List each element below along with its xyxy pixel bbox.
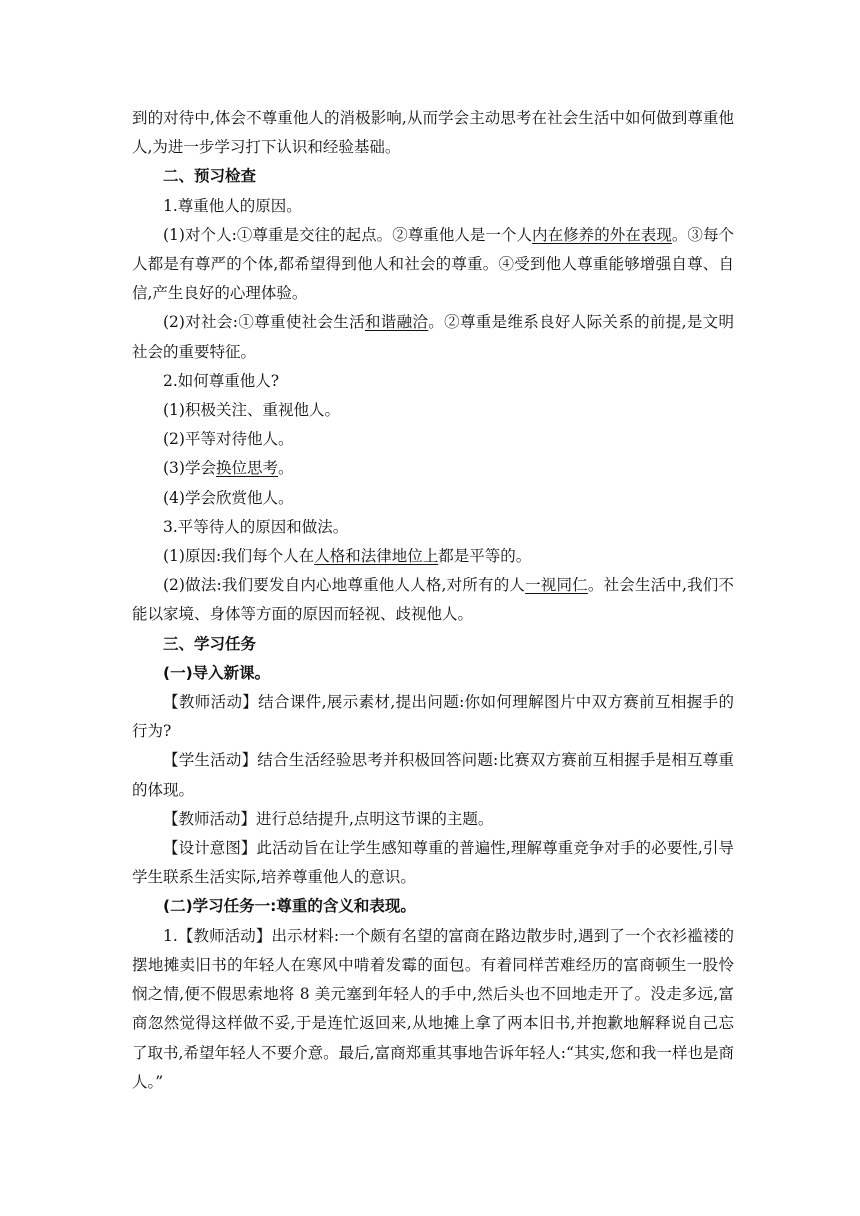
question-3-heading: 3.平等待人的原因和做法。 (163, 517, 349, 536)
material-paragraph: 1.【教师活动】出示材料:一个颇有名望的富商在路边散步时,遇到了一个衣衫褴褛的摆地摊卖旧书的年轻人在寒风中啃着发霉的面包。有着同样苦难经历的富商顿生一股怜悯之情,便不假思索地将 8 美元塞到年轻人的手中,然后头也不回地走开了。没走多远,富商忽然觉得这样做不妥,于是连忙返回来,从地摊上拿了两本旧书,并抱歉地解释说自己忘了取书,希望年轻人不要介意。最后,富商郑重其事地告诉年轻人:“其实,您和我一样也是商人。” (132, 926, 734, 1091)
question-1-heading: 1.尊重他人的原因。 (163, 196, 302, 215)
subsection-heading-intro: (一)导入新课。 (163, 663, 271, 682)
text-segment: (1)对个人:①尊重是交往的起点。②尊重他人是一个人 (163, 225, 533, 244)
text-segment: (2)做法:我们要发自内心地尊重他人人格,对所有的人 (163, 576, 526, 595)
question-2-point-2: (2)平等对待他人。 (163, 430, 294, 449)
text-segment: (2)对社会:①尊重使社会生活 (163, 313, 365, 332)
design-intent-paragraph: 【设计意图】此活动旨在让学生感知尊重的普遍性,理解尊重竞争对手的必要性,引导学生联系生活实际,培养尊重他人的意识。 (132, 839, 734, 887)
teacher-summary-paragraph: 【教师活动】进行总结提升,点明这节课的主题。 (163, 809, 494, 828)
question-1-point-2 (132, 308, 734, 366)
underlined-answer: 一视同仁 (525, 576, 588, 595)
section-heading-preview-check: 二、预习检查 (163, 167, 257, 186)
text-segment: 。 (277, 459, 294, 478)
text-segment: 都是平等的。 (438, 547, 532, 566)
underlined-answer: 换位思考 (215, 459, 278, 478)
teacher-activity-paragraph: 【教师活动】结合课件,展示素材,提出问题:你如何理解图片中双方赛前互相握手的行为? (132, 693, 734, 741)
document-page (132, 104, 734, 1097)
underlined-answer: 内在修养的外在表现 (532, 225, 672, 244)
text-segment: 。社会生活中,我们不能以家境、身体等方面的原因而轻视、歧视他人。 (132, 576, 734, 624)
underlined-answer: 和谐融洽 (364, 313, 429, 332)
question-2-point-1: (1)积极关注、重视他人。 (163, 401, 340, 420)
question-1-point-1 (132, 221, 734, 309)
student-activity-paragraph: 【学生活动】结合生活经验思考并积极回答问题:比赛双方赛前互相握手是相互尊重的体现。 (132, 751, 734, 799)
question-3-point-2 (132, 571, 734, 629)
question-2-heading: 2.如何尊重他人? (163, 371, 280, 390)
text-segment: 。②尊重是维系良好人际关系的前提,是文明社会的重要特征。 (132, 313, 734, 361)
subsection-heading-task-one: (二)学习任务一:尊重的含义和表现。 (163, 897, 416, 916)
question-3-point-1 (132, 542, 734, 571)
text-segment: (3)学会 (163, 459, 216, 478)
question-2-point-4: (4)学会欣赏他人。 (163, 488, 294, 507)
section-heading-learning-tasks: 三、学习任务 (163, 634, 257, 653)
question-2-point-3 (132, 454, 734, 483)
intro-paragraph-tail: 到的对待中,体会不尊重他人的消极影响,从而学会主动思考在社会生活中如何做到尊重他人,为进一步学习打下认识和经验基础。 (132, 109, 734, 157)
underlined-answer: 人格和法律地位上 (314, 547, 439, 566)
text-segment: 。③每个人都是有尊严的个体,都希望得到他人和社会的尊重。④受到他人尊重能够增强自尊、自信,产生良好的心理体验。 (132, 225, 734, 303)
text-segment: (1)原因:我们每个人在 (163, 547, 315, 566)
